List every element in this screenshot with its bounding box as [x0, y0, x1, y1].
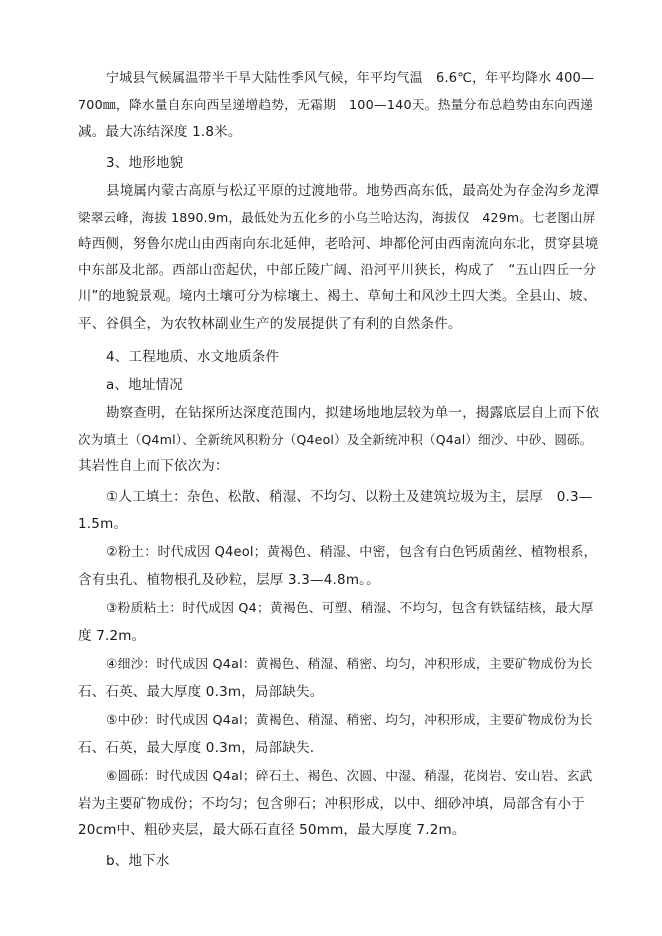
text-line: 1.5m。 — [78, 515, 128, 532]
text-line: 次为填土（Q4ml）、全新统风积粉分（Q4eol）及全新统冲积（Q4al）细沙、中砂、圆砾。 — [78, 431, 593, 447]
text-line: ②粉土：时代成因 Q4eol；黄褐色、稍湿、中密，包含有白色钙质菌丝、植物根系， — [106, 545, 597, 560]
text-line: 20cm中、粗砂夹层，最大砾石直径 50mm，最大厚度 7.2m。 — [78, 822, 466, 838]
layer-medium-sand — [78, 708, 598, 761]
text-line: ⑤中砂：时代成因 Q4al；黄褐色、稍湿、稍密、均匀，冲积形成，主要矿物成份为长 — [106, 713, 593, 728]
section-heading-terrain — [78, 150, 598, 177]
text-line: 县境属内蒙古高原与松辽平原的过渡地带。地势西高东低，最高处为存金沟乡龙潭 — [106, 183, 600, 199]
text-line: 峙西侧，努鲁尔虎山由西南向东北延伸，老哈河、坤都伦河由西南流向东北，贯穿县境 — [78, 236, 599, 252]
heading-text: 4、工程地质、水文地质条件 — [106, 349, 280, 365]
text-line: 其岩性自上而下依次为： — [78, 458, 229, 474]
text-line: 勘察查明，在钻探所达深度范围内，拟建场地地层较为单一，揭露底层自上而下依 — [106, 405, 600, 421]
layer-silty-clay — [78, 596, 598, 649]
layer-silt — [78, 540, 598, 593]
text-line: 700㎜，降水量自东向西呈递增趋势，无霜期 100—140天。热量分布总趋势由东向西递 — [78, 97, 594, 113]
heading-text: b、地下水 — [106, 853, 170, 869]
text-line: 平、谷俱全，为农牧林副业生产的发展提供了有利的自然条件。 — [78, 315, 462, 332]
text-line: ④细沙：时代成因 Q4al：黄褐色、稍湿、稍密、均匀，冲积形成，主要矿物成份为长 — [106, 657, 593, 672]
text-line: 中东部及北部。西部山峦起伏，中部丘陵广阔、沿河平川狭长，构成了 “五山四丘一分 — [78, 262, 597, 278]
text-line: 岩为主要矿物成份；不均匀；包含卵石；冲积形成，以中、细砂冲填，局部含有小于 — [78, 795, 585, 812]
text-line: 石、石英、最大厚度 0.3m，局部缺失。 — [78, 683, 324, 700]
text-line: 度 7.2m。 — [78, 627, 146, 644]
layer-fine-sand — [78, 652, 598, 705]
heading-text: 3、地形地貌 — [106, 155, 184, 171]
text-line: 含有虫孔、植物根孔及砂粒，层厚 3.3—4.8m。。 — [78, 571, 380, 588]
paragraph-survey — [78, 400, 598, 480]
heading-text: a、地址情况 — [106, 377, 183, 393]
layer-gravel — [78, 764, 598, 844]
layer-fill-soil — [78, 484, 598, 537]
text-line: 宁城县气候属温带半干旱大陆性季风气候，年平均气温 6.6℃，年平均降水 400— — [106, 71, 595, 86]
text-line: ①人工填土：杂色、松散、稍湿、不均匀、以粉土及建筑垃圾为主，层厚 0.3— — [106, 489, 593, 505]
subheading-site-conditions — [78, 372, 598, 399]
text-line: 梁翠云峰，海拔 1890.9m，最低处为五化乡的小乌兰哈达沟，海拔仅 429m。七老图山屏 — [78, 209, 596, 225]
text-line: 减。最大冻结深度 1.8米。 — [78, 124, 242, 140]
subheading-groundwater — [78, 848, 598, 875]
paragraph-climate — [78, 66, 598, 146]
paragraph-terrain — [78, 178, 598, 337]
text-line: ⑥圆砾：时代成因 Q4al；碎石土、褐色、次圆、中湿、稍湿，花岗岩、安山岩、玄武 — [106, 769, 593, 784]
text-line: ③粉质粘土：时代成因 Q4；黄褐色、可塑、稍湿、不均匀，包含有铁锰结核，最大厚 — [106, 601, 594, 616]
text-line: 石、石英，最大厚度 0.3m，局部缺失. — [78, 739, 315, 756]
section-heading-geology — [78, 344, 598, 371]
text-line: 川”的地貌景观。境内土壤可分为棕壤土、褐土、草甸土和风沙土四大类。全县山、坡、 — [78, 289, 597, 304]
